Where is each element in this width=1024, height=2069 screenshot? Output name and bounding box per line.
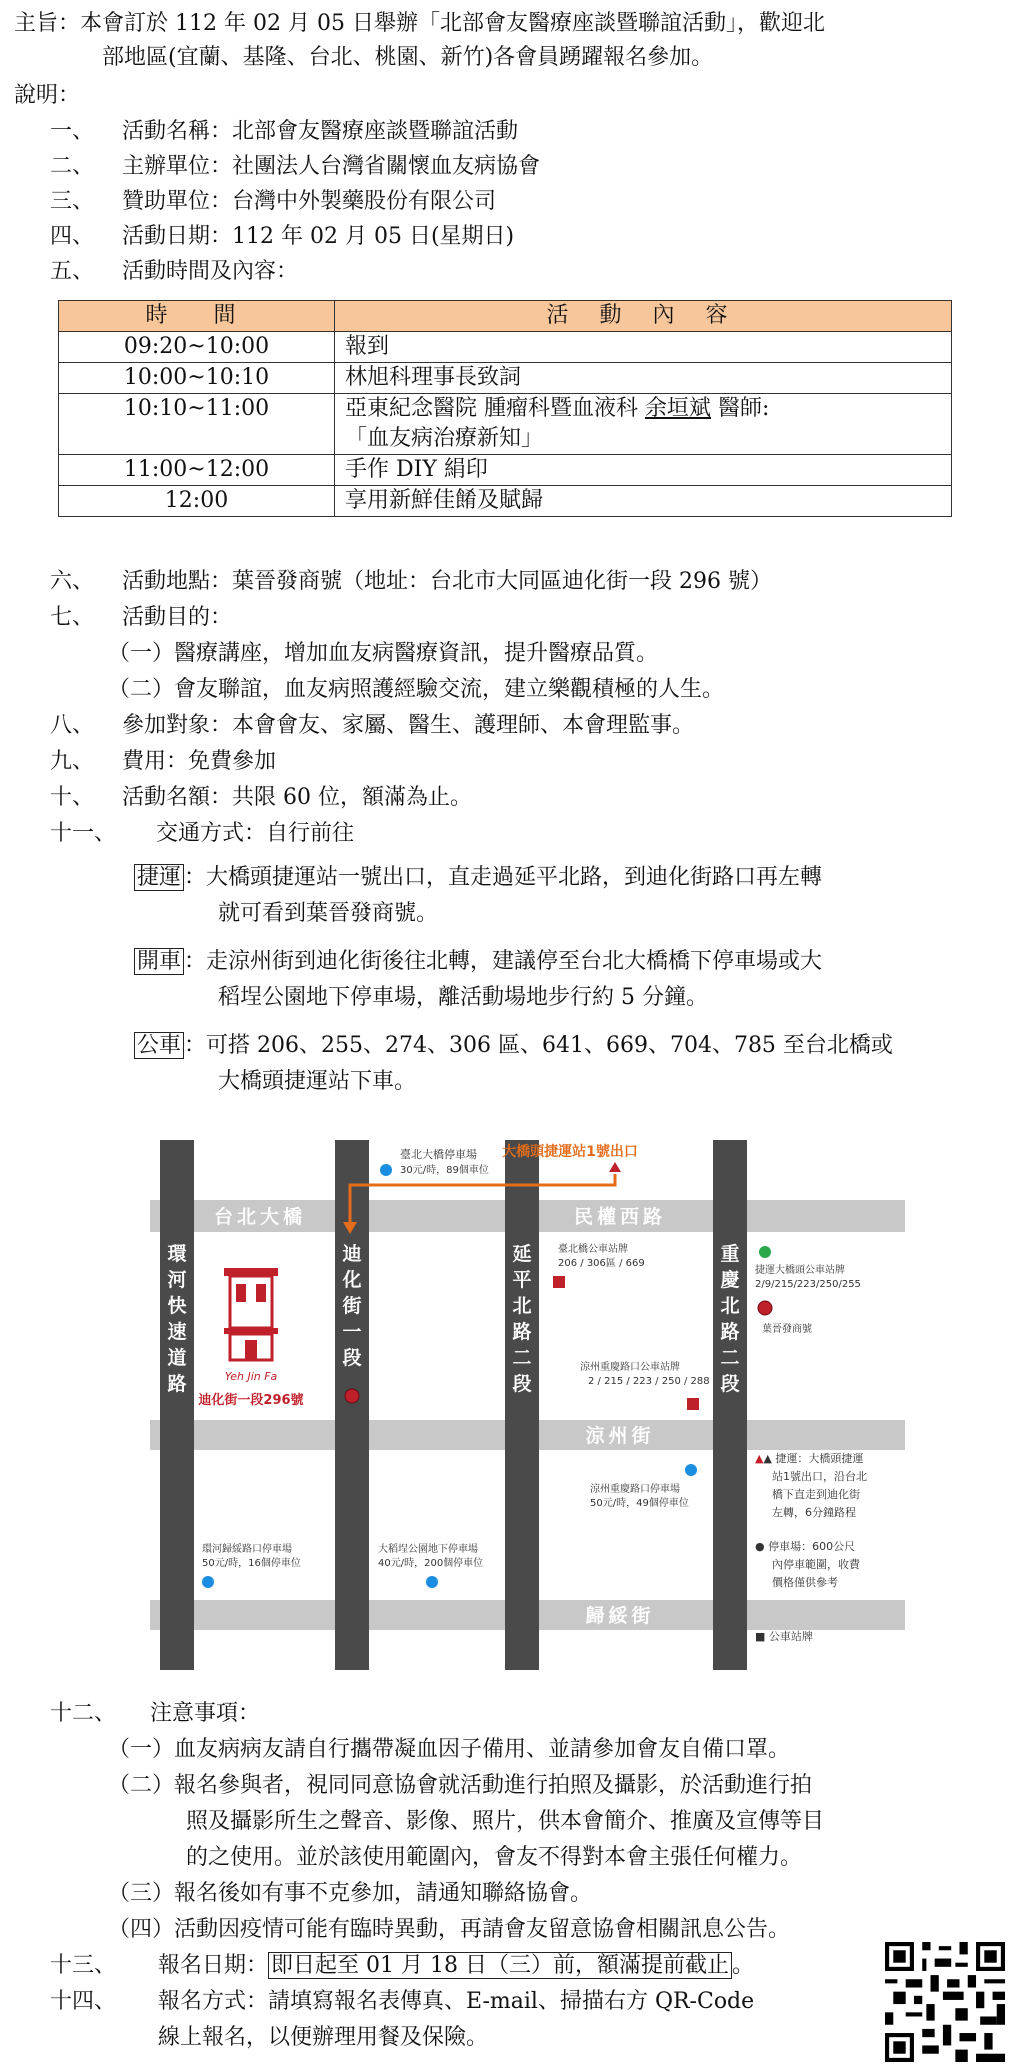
signup-date: 十三、 報名日期： 即日起至 01 月 18 日（三）前，額滿提前截止 。: [50, 1953, 754, 1978]
schedule-content: 手作 DIY 絹印: [335, 455, 952, 486]
item-9: 九、 費用：免費參加: [50, 749, 277, 774]
note-3: （三）報名後如有事不克參加，請通知聯絡協會。: [108, 1881, 593, 1906]
label-v2: 迪化街一段: [342, 1243, 362, 1369]
bus-stop-icon: [553, 1276, 565, 1288]
bus-stop-name: 涼州重慶路口公車站牌: [580, 1362, 680, 1373]
header-content: 活 動 內 容: [335, 301, 952, 332]
transport-bus: 公車 ：可搭 206、255、274、306 區、641、669、704、785 至台北橋或: [134, 1032, 893, 1060]
road-chongqing: [713, 1140, 747, 1670]
label-v3: 延平北路二段: [512, 1243, 532, 1395]
legend-parking-1: ● 停車場：600公尺: [755, 1540, 856, 1553]
road-dihua: [335, 1140, 369, 1670]
transport-mrt: 捷運 ：大橋頭捷運站一號出口，直走過延平北路，到迪化街路口再左轉: [134, 864, 822, 892]
signup-deadline: 即日起至 01 月 18 日（三）前，額滿提前截止: [268, 1952, 732, 1979]
transport-car-2: 稻埕公園地下停車場，離活動場地步行約 5 分鐘。: [218, 985, 708, 1010]
schedule-time: 10:00~10:10: [59, 363, 335, 394]
address-text: 迪化街一段296號: [198, 1393, 304, 1408]
bus-stop-name: 臺北橋公車站牌: [558, 1244, 628, 1255]
map-svg: [150, 1140, 910, 1670]
schedule-time: 12:00: [59, 486, 335, 517]
parking-info: 50元/時，49個停車位: [590, 1498, 689, 1509]
parking-info: 40元/時，200個停車位: [378, 1558, 484, 1569]
venue-label: 葉晉發商號: [762, 1324, 812, 1335]
label-v4: 重慶北路二段: [720, 1243, 740, 1395]
location-map: [150, 1140, 910, 1670]
legend-parking-3: 價格僅供參考: [772, 1576, 838, 1589]
schedule-time: 11:00~12:00: [59, 455, 335, 486]
venue-marker-icon: [758, 1301, 772, 1315]
transport-label-car: 開車: [134, 948, 184, 975]
legend-mrt-2: 站1號出口，沿台北: [772, 1470, 867, 1483]
notes-title: 十二、 注意事項：: [50, 1701, 261, 1726]
item-7: 七、 活動目的：: [50, 605, 233, 630]
schedule-row: [59, 332, 952, 363]
parking-icon: [380, 1164, 392, 1176]
schedule-time: 09:20~10:00: [59, 332, 335, 363]
building-icon: [224, 1268, 278, 1360]
parking-name: 臺北大橋停車場: [400, 1148, 477, 1161]
road-yanping: [505, 1140, 539, 1670]
header-time: 時 間: [59, 301, 335, 332]
transport-car: 開車 ：走涼州街到迪化街後往北轉，建議停至台北大橋橋下停車場或大: [134, 948, 822, 976]
bus-stop-routes: 206 / 306區 / 669: [558, 1258, 645, 1269]
signup-method: 十四、 報名方式：請填寫報名表傳真、E-mail、掃描右方 QR-Code: [50, 1989, 755, 2014]
parking-name: 大稻埕公園地下停車場: [378, 1544, 478, 1555]
item-6: 六、 活動地點：葉晉發商號（地址：台北市大同區迪化街一段 296 號）: [50, 569, 772, 594]
label-h2: 涼州街: [585, 1425, 655, 1447]
label-h3: 歸綏街: [585, 1605, 655, 1627]
legend-mrt-4: 左轉，6分鐘路程: [772, 1506, 856, 1519]
subject-line-2: 部地區(宜蘭、基隆、台北、桃園、新竹)各會員踴躍報名參加。: [102, 45, 714, 70]
goal-1: （一）醫療講座，增加血友病醫療資訊，提升醫療品質。: [108, 641, 659, 666]
legend-parking-2: 內停車範圍，收費: [772, 1558, 860, 1571]
parking-info: 50元/時，16個停車位: [202, 1558, 301, 1569]
legend-mrt-1: ▲▲ 捷運：大橋頭捷運: [755, 1452, 864, 1465]
schedule-content: 亞東紀念醫院 腫瘤科暨血液科 余垣斌 醫師: 「血友病治療新知」: [335, 394, 952, 455]
parking-icon: [202, 1576, 214, 1588]
schedule-row: [59, 394, 952, 455]
schedule-header-row: [59, 301, 952, 332]
schedule-table: [58, 300, 952, 517]
mrt-bus-stop-name: 捷運大橋頭公車站牌: [755, 1265, 845, 1276]
doctor-name: 余垣斌: [645, 396, 712, 421]
schedule-row: [59, 486, 952, 517]
transport-label-mrt: 捷運: [134, 864, 184, 891]
road-huanhe: [160, 1140, 194, 1670]
note-2-line-1: （二）報名參與者，視同同意協會就活動進行拍照及攝影，於活動進行拍: [108, 1773, 813, 1798]
mrt-exit-icon: [609, 1162, 621, 1172]
goal-2: （二）會友聯誼，血友病照護經驗交流，建立樂觀積極的人生。: [108, 677, 725, 702]
subject-line-1: 主旨：本會訂於 112 年 02 月 05 日舉辦「北部會友醫療座談暨聯誼活動」，歡迎北: [14, 11, 825, 36]
item-5: 五、 活動時間及內容：: [50, 259, 299, 284]
schedule-content: 享用新鮮佳餚及賦歸: [335, 486, 952, 517]
legend-mrt-3: 橋下直走到迪化街: [772, 1488, 860, 1501]
bus-stop-icon: [687, 1398, 699, 1410]
item-2: 二、 主辦單位：社團法人台灣省關懷血友病協會: [50, 154, 541, 179]
label-h1b: 民權西路: [573, 1206, 667, 1228]
signup-method-2: 線上報名，以便辦理用餐及保險。: [158, 2025, 489, 2050]
transport-bus-2: 大橋頭捷運站下車。: [218, 1069, 417, 1094]
schedule-content: 報到: [335, 332, 952, 363]
mrt-exit-label: 大橋頭捷運站1號出口: [502, 1144, 638, 1160]
item-11: 十一、 交通方式：自行前往: [50, 821, 355, 846]
explain-label: 說明：: [14, 83, 81, 108]
parking-icon: [426, 1576, 438, 1588]
transport-mrt-2: 就可看到葉晉發商號。: [218, 901, 439, 926]
item-8: 八、 參加對象：本會會友、家屬、醫生、護理師、本會理監事。: [50, 713, 695, 738]
item-4: 四、 活動日期：112 年 02 月 05 日(星期日): [50, 224, 515, 249]
schedule-row: [59, 455, 952, 486]
schedule-row: [59, 363, 952, 394]
parking-name: 環河歸綏路口停車場: [202, 1544, 292, 1555]
mrt-bus-stop-icon: [759, 1246, 771, 1258]
parking-icon: [685, 1464, 697, 1476]
venue-pin-icon: [345, 1389, 359, 1403]
note-4: （四）活動因疫情可能有臨時異動，再請會友留意協會相關訊息公告。: [108, 1917, 791, 1942]
label-v1: 環河快速道路: [167, 1243, 187, 1395]
schedule-content: 林旭科理事長致詞: [335, 363, 952, 394]
label-h1a: 台北大橋: [213, 1206, 307, 1228]
transport-label-bus: 公車: [134, 1032, 184, 1059]
item-1: 一、 活動名稱：北部會友醫療座談暨聯誼活動: [50, 119, 519, 144]
note-2-line-2: 照及攝影所生之聲音、影像、照片，供本會簡介、推廣及宣傳等目: [186, 1809, 825, 1834]
qr-code-icon[interactable]: [885, 1942, 1005, 2062]
mrt-bus-stop-routes: 2/9/215/223/250/255: [755, 1279, 861, 1290]
parking-info: 30元/時，89個車位: [400, 1165, 489, 1176]
legend-bus: ■ 公車站牌: [755, 1630, 813, 1643]
schedule-time: 10:10~11:00: [59, 394, 335, 455]
note-1: （一）血友病病友請自行攜帶凝血因子備用、並請參加會友自備口罩。: [108, 1737, 791, 1762]
brand-text: Yeh Jin Fa: [224, 1370, 278, 1383]
item-10: 十、 活動名額：共限 60 位，額滿為止。: [50, 785, 472, 810]
bus-stop-routes: 2 / 215 / 223 / 250 / 288: [588, 1376, 710, 1387]
parking-name: 涼州重慶路口停車場: [590, 1484, 680, 1495]
note-2-line-3: 的之使用。並於該使用範圍內，會友不得對本會主張任何權力。: [186, 1845, 803, 1870]
item-3: 三、 贊助單位：台灣中外製藥股份有限公司: [50, 189, 497, 214]
